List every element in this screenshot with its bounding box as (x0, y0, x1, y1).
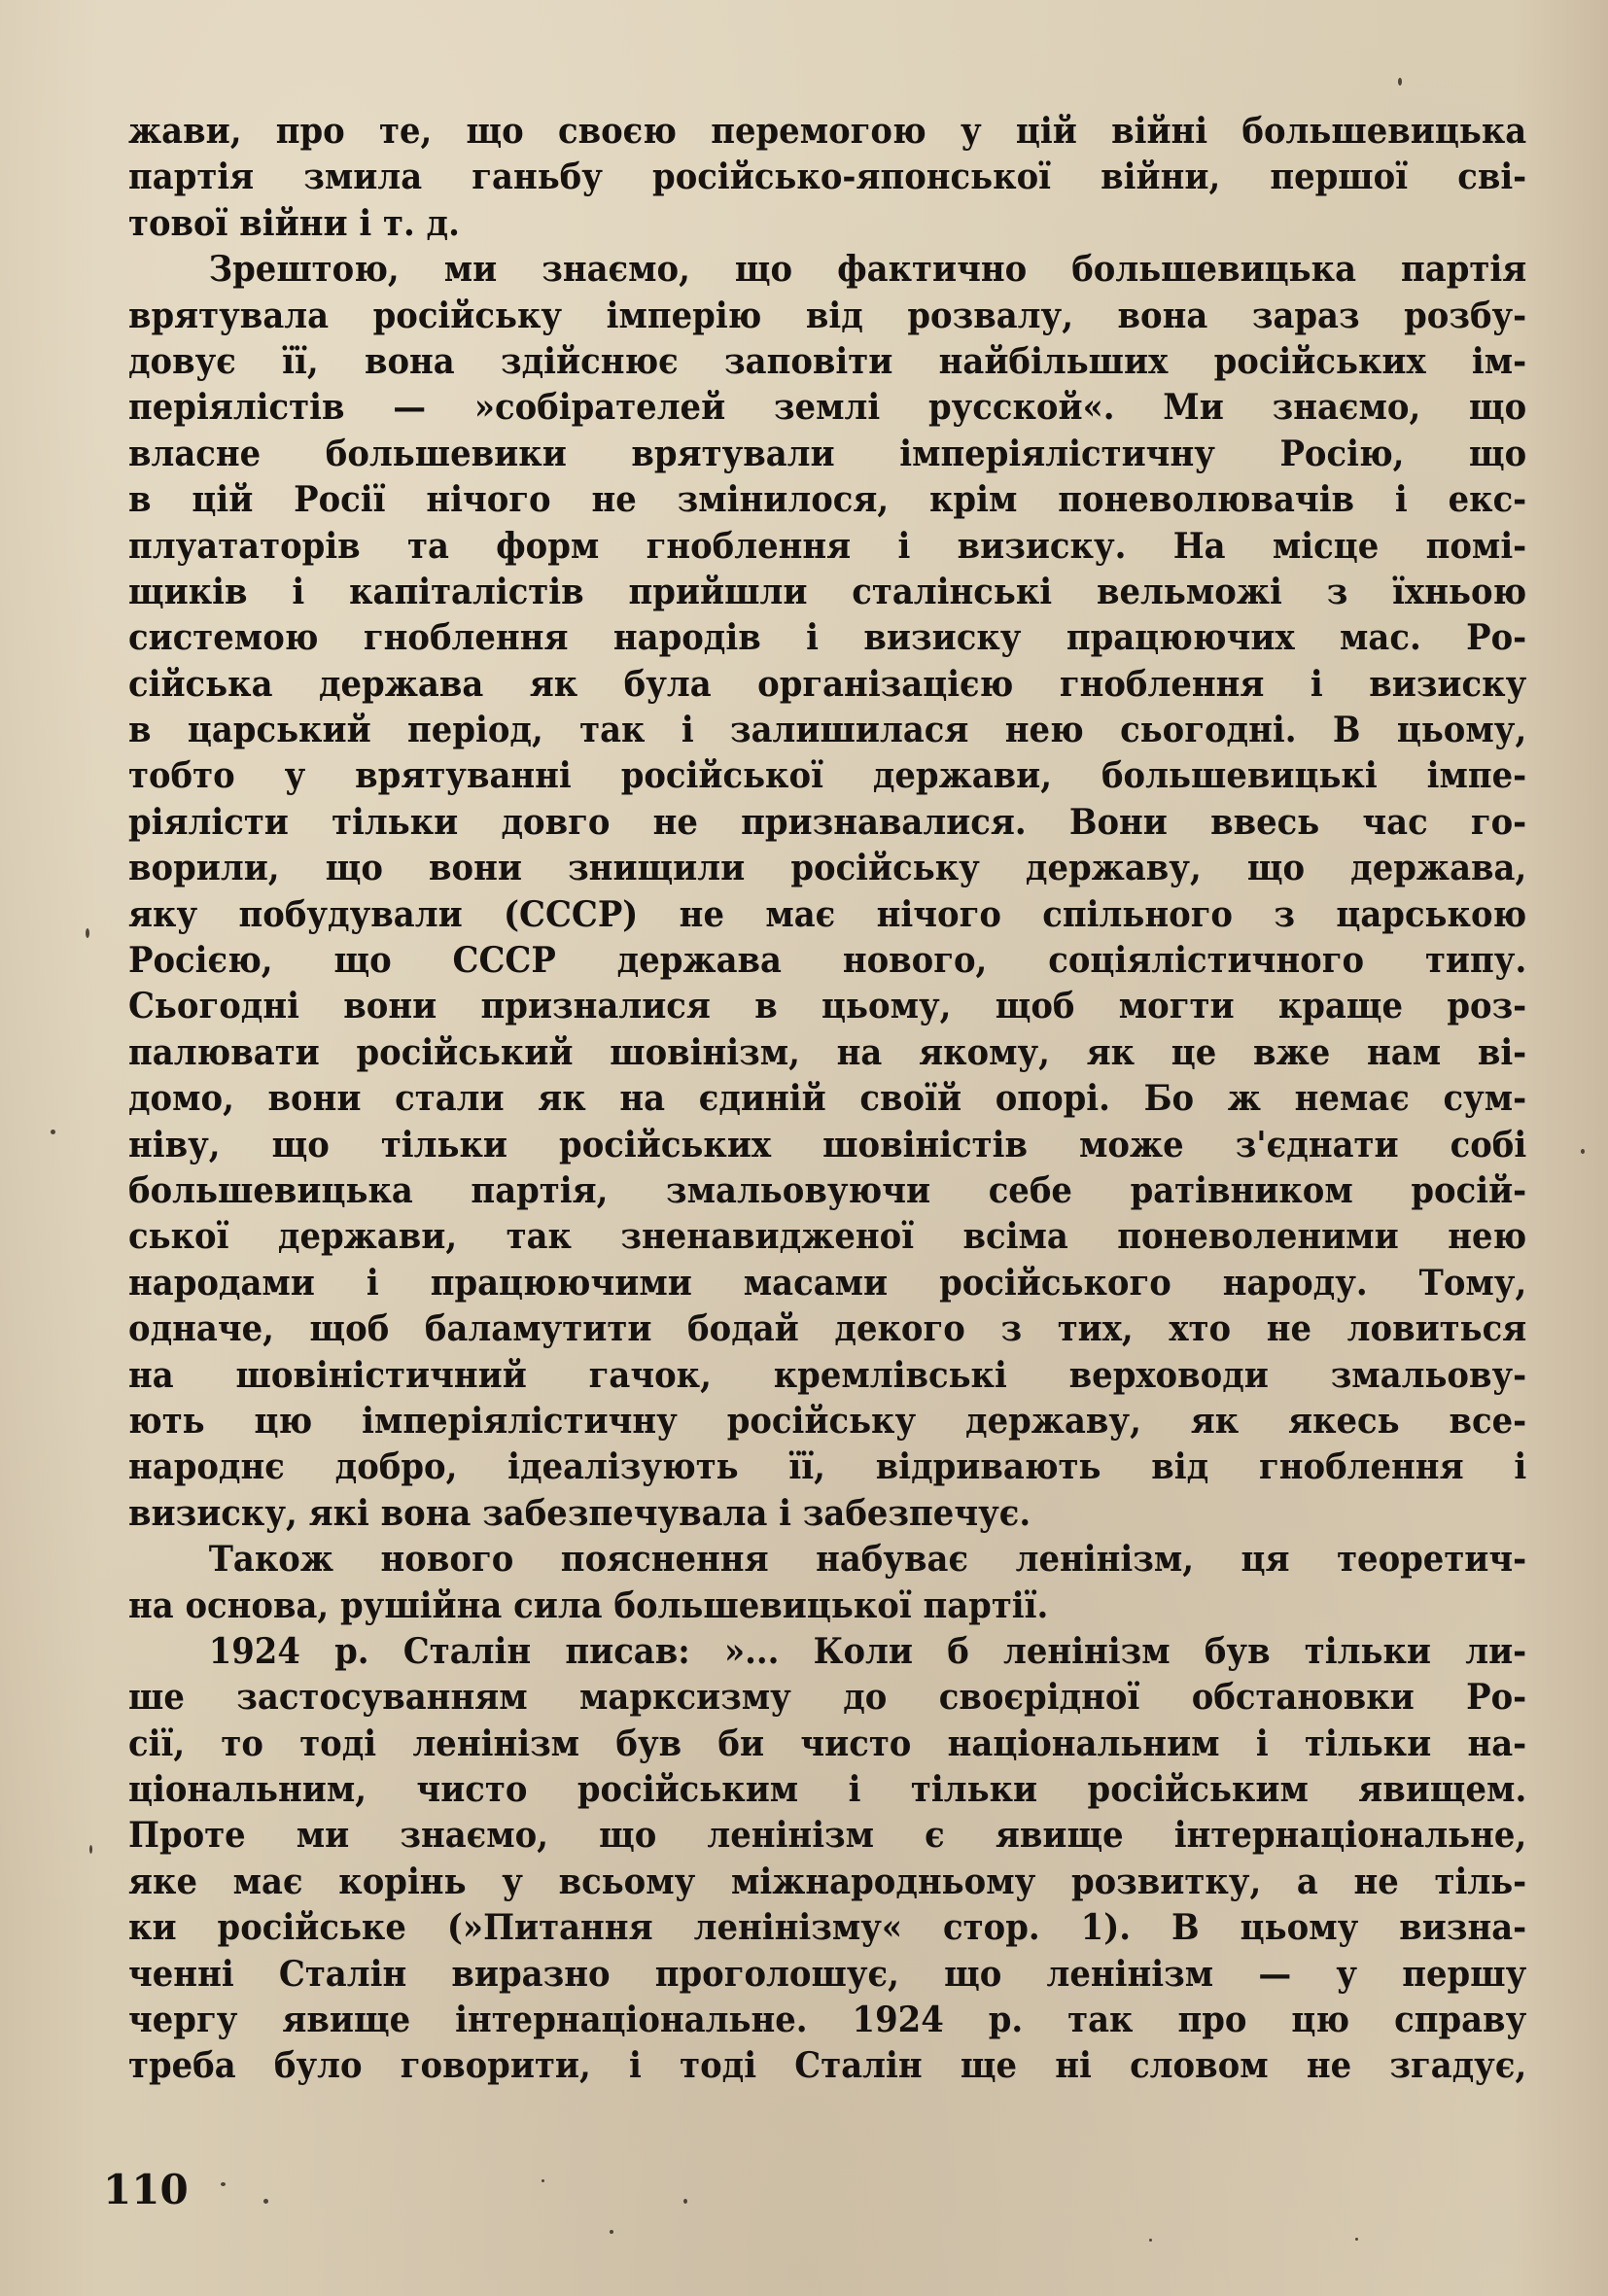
text-line: ченні Сталін виразно проголошує, що ленінізм — у першу (128, 1953, 1527, 1995)
paper-speck (542, 2179, 544, 2182)
text-line: жави, про те, що своєю перемогою у цій війні большевицька (128, 111, 1527, 152)
text-line: ки російське (»Питання ленінізму« стор. 1). В цьому визна- (128, 1907, 1527, 1949)
paper-speck (86, 928, 89, 938)
text-line: на шовіністичний гачок, кремлівські верховоди змальову- (128, 1354, 1527, 1396)
text-line: сійська держава як була організацією гноблення і визиску (128, 663, 1527, 705)
text-line: сії, то тоді ленінізм був би чисто національним і тільки на- (128, 1722, 1527, 1764)
paper-speck (610, 2230, 613, 2234)
paper-speck (221, 2182, 226, 2186)
text-line: врятувала російську імперію від розвалу, вона зараз розбу- (128, 295, 1527, 336)
text-line: большевицька партія, змальовуючи себе ратівником росій- (128, 1169, 1527, 1211)
text-line: щиків і капіталістів прийшли сталінські вельможі з їхньою (128, 571, 1527, 612)
paper-speck (1355, 2238, 1358, 2241)
text-line: в цій Росії нічого не змінилося, крім поневолювачів і екс- (128, 479, 1527, 521)
text-line: народами і працюючими масами російського народу. Тому, (128, 1262, 1527, 1304)
paragraph-start-line: 1924 р. Сталін писав: »... Коли б ленінізм був тільки ли- (208, 1630, 1527, 1672)
paper-speck (1581, 1149, 1585, 1154)
paper-speck (263, 2199, 268, 2204)
text-line: в царський період, так і залишилася нею сьогодні. В цьому, (128, 710, 1527, 751)
text-line: системою гноблення народів і визиску працюючих мас. Ро- (128, 617, 1527, 659)
text-line: власне большевики врятували імперіялістичну Росію, що (128, 433, 1527, 474)
text-line: ворили, що вони знищили російську державу, що держава, (128, 848, 1527, 889)
text-line: на основа, рушійна сила большевицької партії. (128, 1584, 1049, 1626)
text-line: Сьогодні вони призналися в цьому, щоб могти краще роз- (128, 986, 1527, 1027)
text-line: треба було говорити, і тоді Сталін ще ні словом не згадує, (128, 2045, 1527, 2087)
text-line: яку побудували (СССР) не має нічого спільного з царською (128, 893, 1527, 935)
text-line: народнє добро, ідеалізують її, відривають від гноблення і (128, 1446, 1527, 1488)
text-line: тобто у врятуванні російської держави, большевицькі імпе- (128, 755, 1527, 797)
text-line: плуататорів та форм гноблення і визиску. На місце помі- (128, 525, 1527, 567)
paper-speck (1149, 2239, 1152, 2242)
text-line: довує її, вона здійснює заповіти найбільших російських ім- (128, 340, 1527, 382)
text-line: партія змила ганьбу російсько-японської війни, першої сві- (128, 157, 1527, 198)
text-line: ють цю імперіялістичну російську державу, як якесь все- (128, 1400, 1527, 1442)
text-line: визиску, які вона забезпечувала і забезпечує. (128, 1492, 1031, 1534)
text-line: Росією, що СССР держава нового, соціялістичного типу. (128, 940, 1527, 982)
paper-speck (683, 2199, 687, 2204)
text-line: ше застосуванням марксизму до своєрідної обстановки Ро- (128, 1677, 1527, 1719)
text-line: палювати російський шовінізм, на якому, як це вже нам ві- (128, 1031, 1527, 1073)
text-line: чергу явище інтернаціональне. 1924 р. так про цю справу (128, 2000, 1527, 2041)
text-line: ціональним, чисто російським і тільки російським явищем. (128, 1769, 1527, 1811)
text-line: одначе, щоб баламутити бодай декого з тих, хто не ловиться (128, 1308, 1527, 1350)
text-line: періялістів — »собірателей землі русской«. Ми знаємо, що (128, 387, 1527, 429)
text-line: тової війни і т. д. (128, 202, 460, 244)
text-line: Проте ми знаємо, що ленінізм є явище інтернаціональне, (128, 1815, 1527, 1857)
text-line: ріялісти тільки довго не признавалися. Вони ввесь час го- (128, 801, 1527, 843)
text-line: яке має корінь у всьому міжнародньому розвитку, а не тіль- (128, 1861, 1527, 1902)
paragraph-start-line: Зрештою, ми знаємо, що фактично большевицька партія (208, 249, 1527, 291)
text-line: домо, вони стали як на єдиній своїй опорі. Бо ж немає сум- (128, 1078, 1527, 1120)
paper-speck (1398, 78, 1402, 86)
paper-speck (51, 1130, 55, 1134)
paper-speck (89, 1845, 92, 1854)
page-number: 110 (103, 2166, 189, 2213)
text-line: ської держави, так зненавидженої всіма поневоленими нею (128, 1216, 1527, 1258)
text-line: ніву, що тільки російських шовіністів може з'єднати собі (128, 1124, 1527, 1165)
body-text (128, 109, 1526, 2090)
paragraph-start-line: Також нового пояснення набуває ленінізм, ця теоретич- (208, 1539, 1527, 1581)
